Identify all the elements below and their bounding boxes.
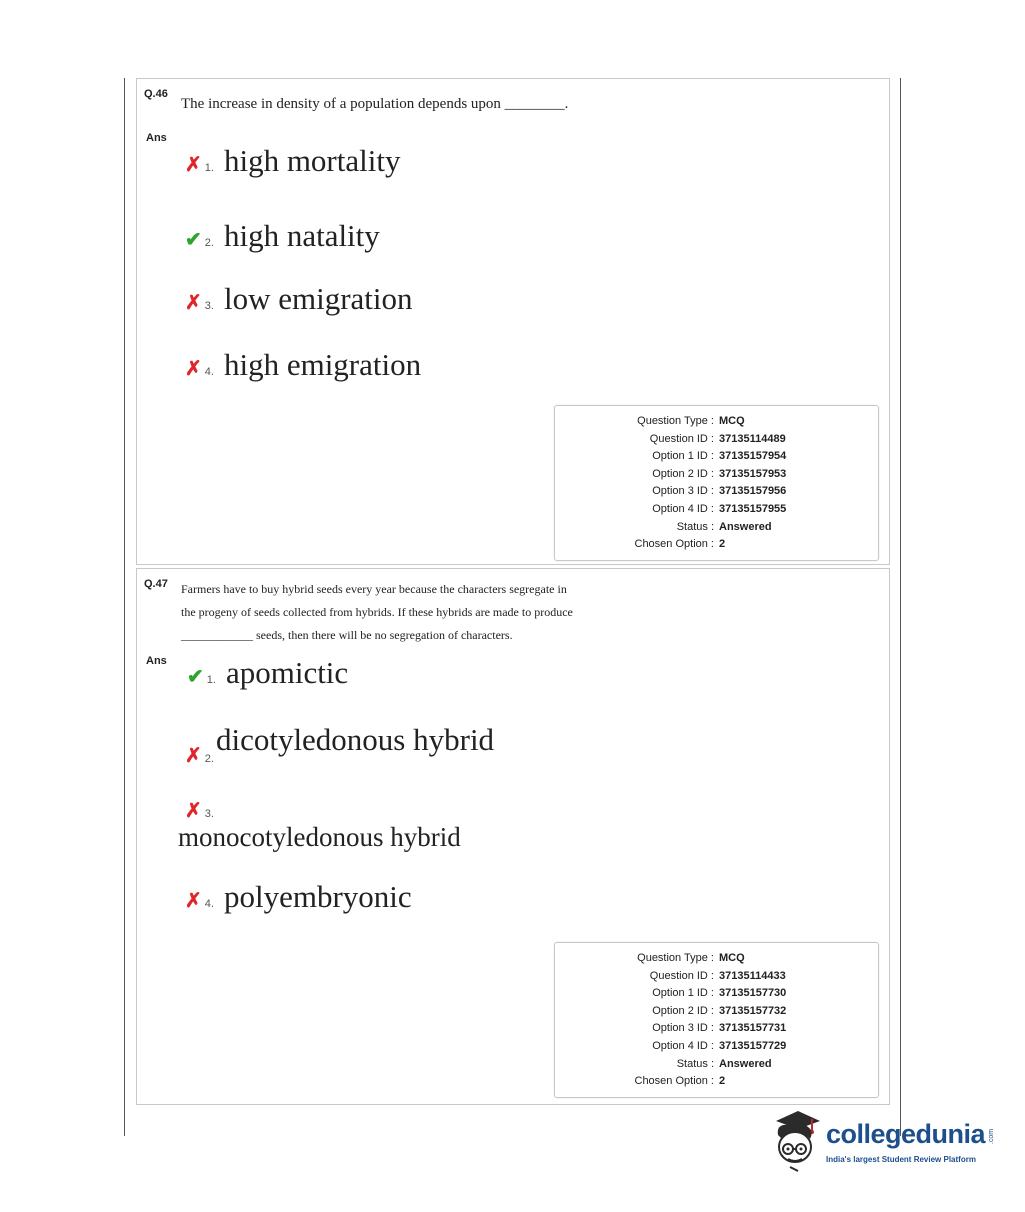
question-text-line: the progeny of seeds collected from hybrids. If these hybrids are made to produce bbox=[181, 605, 573, 619]
cross-icon: ✗ bbox=[185, 745, 202, 767]
answer-label: Ans bbox=[146, 132, 167, 144]
option-text: high natality bbox=[223, 218, 380, 253]
option-number: 3. bbox=[204, 300, 214, 312]
cross-icon: ✗ bbox=[185, 358, 202, 380]
question-block-47 bbox=[136, 568, 890, 1105]
option-number: 3. bbox=[204, 808, 214, 820]
question-meta-panel: Question Type : MCQ Question ID : 37135114489 Option 1 ID : 37135157954 Option 2 ID : 37135157953 Option 3 ID : 37135157956 Option 4 ID : 37135157955 Status : Answered Chosen Option : 2 bbox=[554, 405, 879, 561]
question-text-line: Farmers have to buy hybrid seeds every year because the characters segregate in bbox=[181, 582, 567, 596]
question-number: Q.47 bbox=[144, 578, 168, 590]
page-left-border bbox=[124, 78, 125, 1136]
option-3-marker bbox=[185, 801, 224, 821]
option-text: dicotyledonous hybrid bbox=[215, 722, 495, 757]
logo-wordmark: collegedunia bbox=[826, 1119, 986, 1149]
cross-icon: ✗ bbox=[185, 890, 202, 912]
question-text-line: ____________ seeds, then there will be no segregation of characters. bbox=[181, 628, 513, 642]
option-number: 2. bbox=[204, 753, 214, 765]
option-number: 2. bbox=[204, 237, 214, 249]
option-text: high emigration bbox=[223, 347, 422, 382]
option-text: low emigration bbox=[223, 281, 413, 316]
option-4 bbox=[185, 347, 421, 383]
question-block-46 bbox=[136, 78, 890, 565]
question-number: Q.46 bbox=[144, 88, 168, 100]
mascot-icon bbox=[768, 1105, 824, 1175]
check-icon: ✔ bbox=[185, 229, 202, 251]
option-1 bbox=[187, 655, 348, 691]
option-text: high mortality bbox=[223, 143, 401, 178]
option-2 bbox=[185, 722, 495, 767]
page-right-border bbox=[900, 78, 901, 1136]
check-icon: ✔ bbox=[187, 666, 204, 688]
cross-icon: ✗ bbox=[185, 154, 202, 176]
option-3 bbox=[185, 281, 413, 317]
question-meta-panel: Question Type : MCQ Question ID : 37135114433 Option 1 ID : 37135157730 Option 2 ID : 37135157732 Option 3 ID : 37135157731 Option 4 ID : 37135157729 Status : Answered Chosen Option : 2 bbox=[554, 942, 879, 1098]
option-number: 1. bbox=[204, 162, 214, 174]
collegedunia-logo bbox=[768, 1105, 998, 1175]
cross-icon: ✗ bbox=[185, 292, 202, 314]
option-number: 4. bbox=[204, 366, 214, 378]
logo-suffix: .com bbox=[988, 1128, 996, 1145]
option-4 bbox=[185, 879, 412, 915]
option-text: monocotyledonous hybrid bbox=[178, 822, 461, 852]
option-3 bbox=[178, 822, 461, 853]
option-text: polyembryonic bbox=[223, 879, 412, 914]
cross-icon: ✗ bbox=[185, 800, 202, 822]
option-1 bbox=[185, 143, 400, 179]
option-number: 4. bbox=[204, 898, 214, 910]
option-number: 1. bbox=[206, 674, 216, 686]
option-text: apomictic bbox=[225, 655, 349, 690]
answer-label: Ans bbox=[146, 655, 167, 667]
question-text: The increase in density of a population depends upon ________. bbox=[181, 96, 569, 112]
logo-tagline: India's largest Student Review Platform bbox=[826, 1155, 976, 1164]
option-2 bbox=[185, 218, 380, 254]
